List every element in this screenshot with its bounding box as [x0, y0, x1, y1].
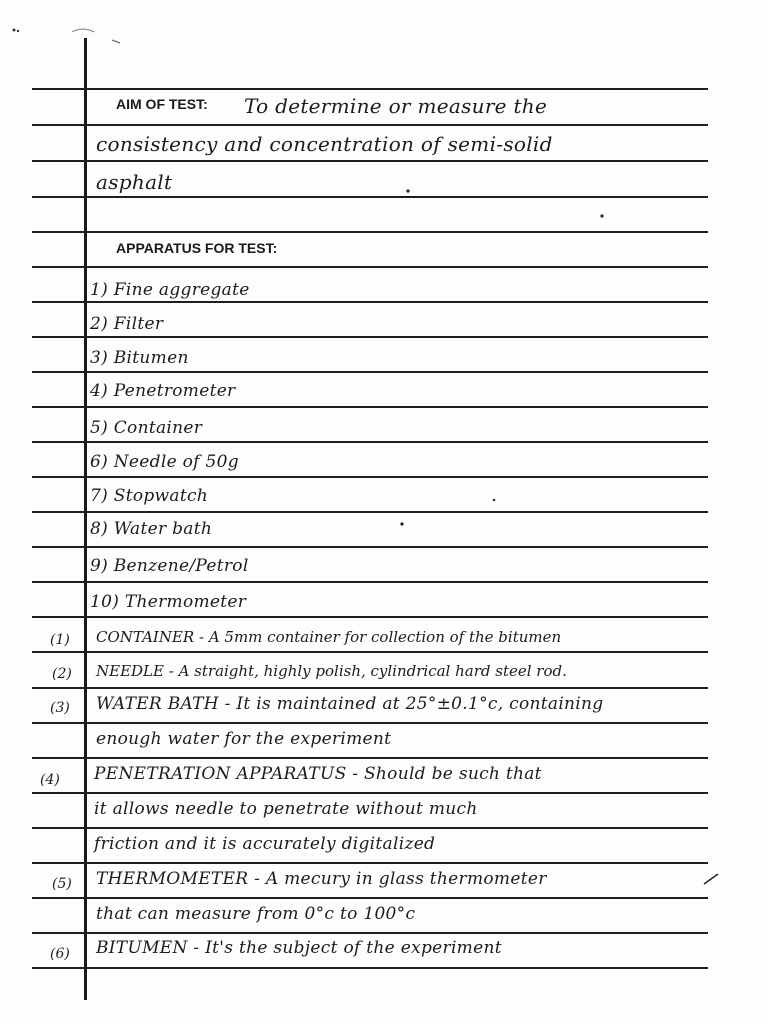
aim-line-3: asphalt	[96, 170, 173, 194]
description-number: (5)	[52, 876, 72, 892]
description-line: PENETRATION APPARATUS - Should be such that	[94, 764, 542, 784]
description-number: (4)	[40, 772, 60, 788]
apparatus-item: 8) Water bath	[90, 519, 213, 539]
description-line: THERMOMETER - A mecury in glass thermometer	[96, 869, 547, 889]
description-number: (6)	[50, 946, 70, 962]
apparatus-item: 2) Filter	[90, 314, 164, 334]
description-line: that can measure from 0°c to 100°c	[96, 904, 416, 924]
description-number: (1)	[50, 632, 70, 648]
description-line: NEEDLE - A straight, highly polish, cylindrical hard steel rod.	[96, 662, 567, 680]
apparatus-item: 3) Bitumen	[90, 348, 189, 368]
apparatus-item: 10) Thermometer	[90, 592, 247, 612]
apparatus-item: 5) Container	[90, 418, 203, 438]
aim-heading: AIM OF TEST:	[116, 96, 208, 112]
description-line: enough water for the experiment	[96, 729, 392, 749]
apparatus-item: 6) Needle of 50g	[90, 452, 239, 472]
description-line: BITUMEN - It's the subject of the experiment	[96, 938, 502, 958]
description-number: (2)	[52, 666, 72, 682]
apparatus-item: 7) Stopwatch	[90, 486, 209, 506]
apparatus-item: 4) Penetrometer	[90, 381, 236, 401]
description-line: WATER BATH - It is maintained at 25°±0.1°c, containing	[96, 694, 604, 714]
aim-line-1: To determine or measure the	[244, 94, 548, 118]
apparatus-heading: APPARATUS FOR TEST:	[116, 240, 278, 256]
description-line: CONTAINER - A 5mm container for collection of the bitumen	[96, 628, 562, 646]
apparatus-item: 9) Benzene/Petrol	[90, 556, 249, 576]
aim-line-2: consistency and concentration of semi-solid	[96, 132, 553, 156]
apparatus-item: 1) Fine aggregate	[90, 280, 250, 300]
description-line: it allows needle to penetrate without much	[94, 799, 478, 819]
description-number: (3)	[50, 700, 70, 716]
description-line: friction and it is accurately digitalized	[94, 834, 436, 854]
